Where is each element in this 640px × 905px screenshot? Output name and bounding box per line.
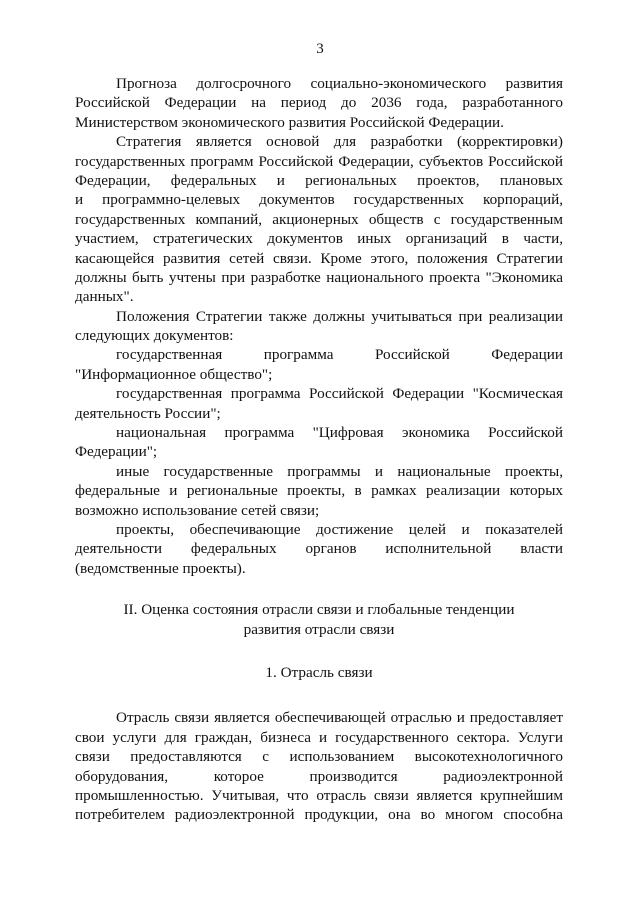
- text-line: свои услуги для граждан, бизнеса и государственного сектора. Услуги: [75, 728, 563, 746]
- page-number: 3: [316, 41, 324, 57]
- list-item-line: возможно использование сетей связи;: [75, 501, 320, 519]
- text-line: Министерством экономического развития Российской Федерации.: [75, 113, 504, 131]
- text-line: потребителем радиоэлектронной продукции, она во многом способна: [75, 806, 563, 824]
- text-line: государственных программ Российской Федерации, субъектов Российской: [75, 152, 563, 170]
- list-item-line: Федерации";: [75, 443, 158, 461]
- text-line: должны быть учтены при разработке национального проекта "Экономика: [75, 268, 563, 286]
- list-item-line: деятельность России";: [75, 404, 221, 422]
- text-line: Российской Федерации на период до 2036 года, разработанного: [75, 94, 563, 112]
- list-item-line: (ведомственные проекты).: [75, 559, 246, 577]
- list-item-line: деятельности федеральных органов исполнительной власти: [75, 540, 563, 558]
- list-item-line: национальная программа "Цифровая экономика Российской: [116, 424, 563, 442]
- list-item-line: государственная программа Российской Федерации: [116, 346, 563, 364]
- list-item-line: иные государственные программы и национальные проекты,: [116, 462, 563, 480]
- text-line: и программно-целевых документов государственных корпораций,: [75, 191, 563, 209]
- text-line: Стратегия является основой для разработки (корректировки): [116, 133, 563, 151]
- text-line: связи предоставляются с использованием высокотехнологичного: [75, 748, 563, 766]
- text-line: оборудования, которое производится радиоэлектронной: [75, 767, 563, 785]
- section-heading: развития отрасли связи: [243, 620, 395, 638]
- text-line: Отрасль связи является обеспечивающей отраслью и предоставляет: [116, 709, 563, 727]
- text-line: Прогноза долгосрочного социально-экономического развития: [116, 75, 563, 92]
- text-line: данных".: [75, 288, 134, 306]
- text-line: участием, стратегических документов иных организаций в части,: [75, 230, 563, 248]
- section-heading: II. Оценка состояния отрасли связи и глобальные тенденции: [123, 601, 515, 619]
- text-line: следующих документов:: [75, 327, 234, 345]
- list-item-line: проекты, обеспечивающие достижение целей и показателей: [116, 520, 563, 538]
- list-item-line: федеральные и региональные проекты, в рамках реализации которых: [75, 482, 563, 500]
- text-line: Федерации, федеральных и региональных проектов, плановых: [75, 171, 563, 189]
- list-item-line: государственная программа Российской Федерации "Космическая: [116, 385, 563, 403]
- document-body: [75, 74, 563, 825]
- text-line: промышленностью. Учитывая, что отрасль связи является крупнейшим: [75, 786, 563, 804]
- text-line: государственных компаний, акционерных обществ с государственным: [75, 210, 563, 228]
- subsection-heading: 1. Отрасль связи: [265, 663, 373, 681]
- text-line: Положения Стратегии также должны учитываться при реализации: [116, 307, 563, 325]
- text-line: касающейся развития сетей связи. Кроме этого, положения Стратегии: [75, 249, 563, 267]
- list-item-line: "Информационное общество";: [75, 365, 273, 383]
